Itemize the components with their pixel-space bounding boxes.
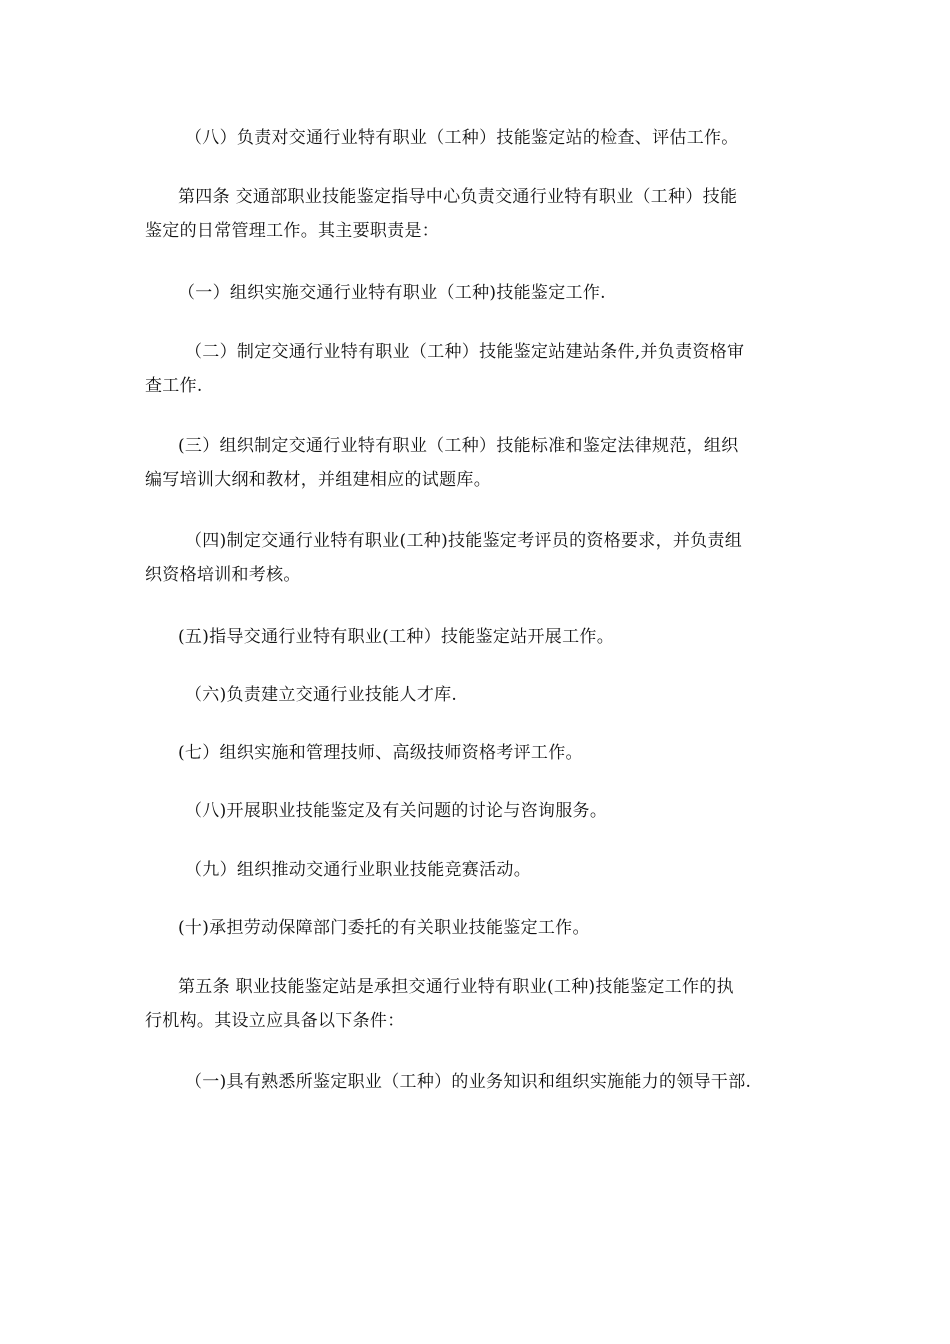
paragraph-line: 查工作. xyxy=(145,376,203,396)
paragraph-line: （八）负责对交通行业特有职业（工种）技能鉴定站的检查、评估工作。 xyxy=(185,128,739,148)
paragraph-line: 鉴定的日常管理工作。其主要职责是： xyxy=(145,221,440,241)
paragraph-line: （四)制定交通行业特有职业(工种)技能鉴定考评员的资格要求，并负责组 xyxy=(185,531,743,551)
paragraph-line: 行机构。其设立应具备以下条件： xyxy=(145,1011,405,1031)
paragraph-line: （九）组织推动交通行业职业技能竞赛活动。 xyxy=(185,860,531,880)
paragraph-line: 第五条 职业技能鉴定站是承担交通行业特有职业(工种)技能鉴定工作的执 xyxy=(178,977,734,997)
paragraph-line: (七）组织实施和管理技师、高级技师资格考评工作。 xyxy=(178,743,583,763)
paragraph-item-3 xyxy=(145,429,805,497)
paragraph-item-2 xyxy=(145,335,805,403)
paragraph-item-6 xyxy=(145,678,805,712)
paragraph-line: （六)负责建立交通行业技能人才库. xyxy=(185,685,458,705)
paragraph-item-9 xyxy=(145,853,805,887)
paragraph-item-10 xyxy=(145,911,805,945)
paragraph-line: (五)指导交通行业特有职业(工种）技能鉴定站开展工作。 xyxy=(178,627,614,647)
paragraph-line: 第四条 交通部职业技能鉴定指导中心负责交通行业特有职业（工种）技能 xyxy=(178,187,738,207)
paragraph-item-8-consult xyxy=(145,794,805,828)
paragraph-line: (十)承担劳动保障部门委托的有关职业技能鉴定工作。 xyxy=(178,918,590,938)
paragraph-article-5 xyxy=(145,970,805,1038)
paragraph-article-5-item-1 xyxy=(145,1065,805,1099)
paragraph-line: （一)具有熟悉所鉴定职业（工种）的业务知识和组织实施能力的领导干部. xyxy=(185,1072,752,1092)
paragraph-line: 织资格培训和考核。 xyxy=(145,565,301,585)
paragraph-item-5 xyxy=(145,620,805,654)
paragraph-line: （一）组织实施交通行业特有职业（工种)技能鉴定工作. xyxy=(178,283,606,303)
paragraph-line: （八)开展职业技能鉴定及有关问题的讨论与咨询服务。 xyxy=(185,801,608,821)
paragraph-article-4 xyxy=(145,180,805,248)
paragraph-line: （二）制定交通行业特有职业（工种）技能鉴定站建站条件,并负责资格审 xyxy=(185,342,745,362)
paragraph-item-4 xyxy=(145,524,805,592)
paragraph-item-1 xyxy=(145,276,805,310)
paragraph-item-8-inspection xyxy=(145,121,805,155)
paragraph-line: 编写培训大纲和教材，并组建相应的试题库。 xyxy=(145,470,491,490)
paragraph-line: (三）组织制定交通行业特有职业（工种）技能标准和鉴定法律规范，组织 xyxy=(178,436,739,456)
paragraph-item-7 xyxy=(145,736,805,770)
